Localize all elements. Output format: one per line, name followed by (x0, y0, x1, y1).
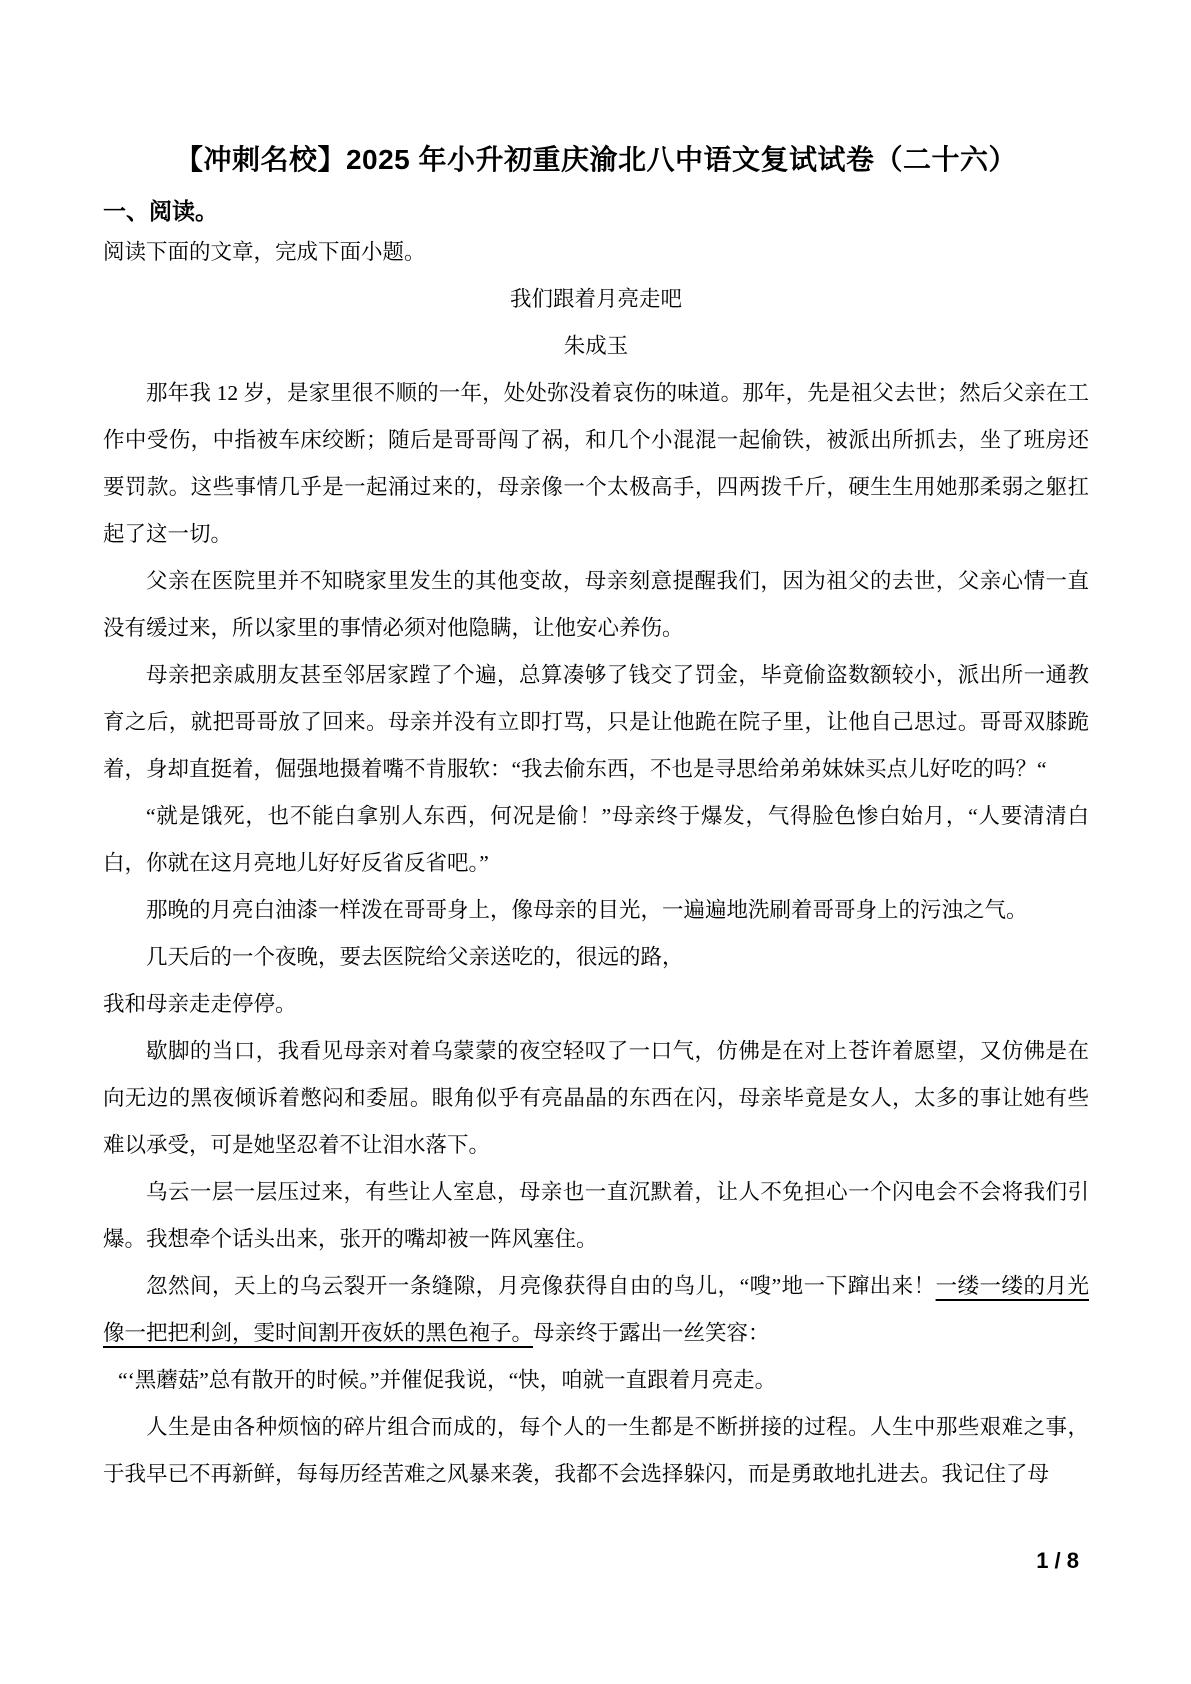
paragraph-text: 乌云一层一层压过来，有些让人室息，母亲也一直沉默着，让人不免担心一个闪电会不会将我们引爆。我想牵个话头出来，张开的嘴却被一阵风塞住。 (103, 1180, 1089, 1251)
essay-paragraph (103, 1263, 1089, 1357)
paragraph-text: 母亲终于露出一丝笑容： (533, 1321, 770, 1345)
document-title: 【冲刺名校】2025 年小升初重庆渝北八中语文复试试卷（二十六） (174, 144, 1018, 175)
essay-paragraph (103, 652, 1089, 793)
paragraph-text: 父亲在医院里并不知晓家里发生的其他变故，母亲刻意提醒我们，因为祖父的去世，父亲心情一直没有缓过来，所以家里的事情必须对他隐瞒，让他安心养伤。 (103, 569, 1089, 640)
paragraph-text: 几天后的一个夜晚，要去医院给父亲送吃的，很远的路， (146, 945, 684, 969)
paragraph-text: 母亲把亲戚朋友甚至邻居家蹚了个遍，总算凑够了钱交了罚金，毕竟偷盗数额较小，派出所一通教育之后，就把哥哥放了回来。母亲并没有立即打骂，只是让他跪在院子里，让他自己思过。哥哥双膝跪着，身却直挺着，倔强地摄着嘴不肯服软：“我去偷东西，不也是寻思给弟弟妹妹买点儿好吃的吗？“ (103, 663, 1089, 781)
essay-paragraph (103, 370, 1089, 558)
essay-paragraph (103, 1404, 1089, 1498)
essay-body (103, 370, 1089, 1498)
essay-paragraph (103, 934, 1089, 981)
essay-author: 朱成玉 (563, 334, 629, 358)
essay-paragraph (103, 981, 1089, 1028)
page-number: 1 / 8 (1036, 1548, 1079, 1573)
paragraph-text: 人生是由各种烦恼的碎片组合而成的，每个人的一生都是不断拼接的过程。人生中那些艰难之事，于我早已不再新鲜，每每历经苦难之风暴来袭，我都不会选择躲闪，而是勇敢地扎进去。我记住了母 (103, 1415, 1089, 1486)
underlined-text: 一缕一缕的月光像一把把利剑，雯时间割开夜妖的黑色袍子。 (103, 1274, 1089, 1345)
paragraph-text: 歇脚的当口，我看见母亲对着乌蒙蒙的夜空轻叹了一口气，仿佛是在对上苍许着愿望，又仿佛是在向无边的黑夜倾诉着憋闷和委屈。眼角似乎有亮晶晶的东西在闪，母亲毕竟是女人，太多的事让她有些难以承受，可是她坚忍着不让泪水落下。 (103, 1039, 1089, 1157)
paragraph-text: 那晚的月亮白油漆一样泼在哥哥身上，像母亲的目光，一遍遍地洗刷着哥哥身上的污浊之气。 (146, 898, 1028, 922)
essay-paragraph (103, 887, 1089, 934)
section-heading: 一、阅读。 (103, 198, 218, 224)
document-content (103, 0, 1089, 1498)
paragraph-text: 那年我 12 岁，是家里很不顺的一年，处处弥没着哀伤的味道。那年，先是祖父去世；然后父亲在工作中受伤，中指被车床绞断；随后是哥哥闯了祸，和几个小混混一起偷铁，被派出所抓去，坐了班房还要罚款。这些事情几乎是一起涌过来的，母亲像一个太极高手，四两拨千斤，硬生生用她那柔弱之躯扛起了这一切。 (103, 381, 1089, 546)
paragraph-text: 我和母亲走走停停。 (103, 992, 297, 1016)
essay-container (103, 229, 1089, 1498)
essay-title: 我们跟着月亮走吧 (509, 287, 682, 311)
essay-paragraph (103, 558, 1089, 652)
essay-paragraph (103, 1169, 1089, 1263)
essay-paragraph (103, 1357, 1089, 1404)
paragraph-text: “‘黑蘑菇”总有散开的时候。”并催促我说，“快，咱就一直跟着月亮走。 (118, 1368, 777, 1392)
essay-paragraph (103, 793, 1089, 887)
essay-paragraph (103, 1028, 1089, 1169)
paragraph-text: 忽然间，天上的乌云裂开一条缝隙，月亮像获得自由的鸟儿，“嗖”地一下蹿出来！ (146, 1274, 936, 1298)
reading-instruction: 阅读下面的文章，完成下面小题。 (103, 240, 426, 264)
paragraph-text: “就是饿死，也不能白拿别人东西，何况是偷！”母亲终于爆发，气得脸色惨白始月，“人要清清白白，你就在这月亮地儿好好反省反省吧。” (103, 804, 1089, 875)
